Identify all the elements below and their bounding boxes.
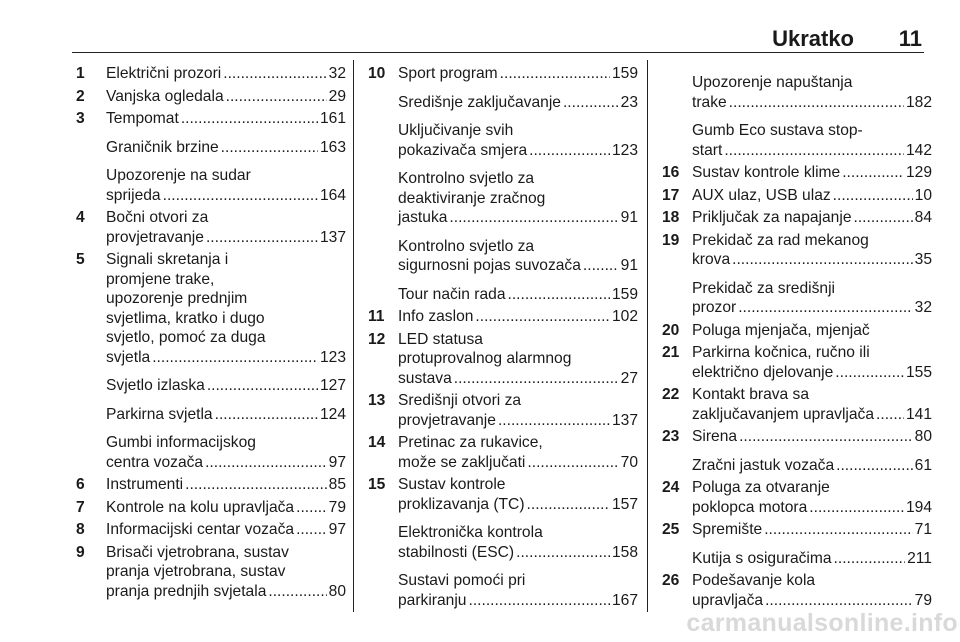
page-reference: 161 <box>319 110 346 127</box>
dot-leader <box>835 363 904 383</box>
page-reference: 84 <box>914 209 932 226</box>
dot-leader <box>296 498 327 518</box>
index-entry <box>662 385 932 424</box>
entry-label: provjetravanje <box>106 228 204 246</box>
column-divider <box>647 60 648 612</box>
entry-label: Poluga mjenjača, mjenjač <box>692 321 870 339</box>
dot-leader <box>724 141 904 161</box>
entry-label: pokazivača smjera <box>398 141 528 159</box>
dot-leader <box>516 543 610 563</box>
entry-text-line: Gumb Eco sustava stop- <box>692 122 863 139</box>
page-reference: 123 <box>611 141 638 159</box>
entry-text-line: Sustav kontrole <box>398 476 506 493</box>
entry-text-line: LED statusa <box>398 330 483 348</box>
entry-label: prozor <box>692 299 737 316</box>
entry-text-line: Podešavanje kola <box>692 572 816 589</box>
page-reference: 23 <box>620 93 638 111</box>
page-reference: 80 <box>328 582 346 600</box>
page-reference: 124 <box>319 405 346 423</box>
entry-text-line: Signali skretanja i <box>106 251 229 268</box>
dot-leader <box>809 498 904 518</box>
entry-text-line: Upozorenje na sudar <box>106 167 251 184</box>
page-reference: 32 <box>914 299 932 316</box>
dot-leader <box>468 591 609 611</box>
page-reference: 91 <box>620 257 638 274</box>
index-entry <box>662 571 932 610</box>
entry-label: parkiranju <box>398 591 467 609</box>
page-reference: 137 <box>611 411 638 429</box>
watermark: carmanualsonline.info <box>686 609 958 637</box>
item-number: 25 <box>662 521 680 538</box>
index-entry <box>368 391 638 430</box>
dot-leader <box>152 348 318 368</box>
entry-label: provjetravanje <box>398 411 496 429</box>
index-entry <box>368 93 638 113</box>
entry-label: Parkirna svjetla <box>106 405 213 423</box>
page-reference: 164 <box>319 186 346 204</box>
item-number: 24 <box>662 479 680 496</box>
page-reference: 141 <box>905 405 932 423</box>
page-reference: 137 <box>319 228 346 246</box>
entry-text-line: Gumbi informacijskog <box>106 434 256 451</box>
index-entry <box>76 87 346 107</box>
entry-text-line: Kontrolno svjetlo za <box>398 237 535 255</box>
index-entry <box>368 121 638 160</box>
entry-text-line: Prekidač za rad mekanog <box>692 231 869 249</box>
entry-label: Svjetlo izlaska <box>106 377 205 394</box>
item-number: 16 <box>662 164 680 181</box>
entry-label: sigurnosni pojas suvozača <box>398 257 581 274</box>
entry-label: poklopca motora <box>692 498 808 516</box>
page-reference: 182 <box>905 93 932 111</box>
entry-label: Instrumenti <box>106 476 184 493</box>
entry-label: Graničnik brzine <box>106 138 219 156</box>
dot-leader <box>205 453 327 473</box>
index-entry <box>662 121 932 160</box>
page-reference: 61 <box>914 456 932 474</box>
item-number: 8 <box>76 521 85 538</box>
entry-label: pranja prednjih svjetala <box>106 582 267 600</box>
entry-label: Sirena <box>692 428 738 445</box>
entry-label: Priključak za napajanje <box>692 209 852 226</box>
item-number: 21 <box>662 344 680 361</box>
item-number: 17 <box>662 186 680 204</box>
item-number: 4 <box>76 209 85 226</box>
entry-label: Električni prozori <box>106 65 222 82</box>
dot-leader <box>163 186 318 206</box>
entry-label: Tempomat <box>106 110 179 127</box>
dot-leader <box>215 405 318 425</box>
dot-leader <box>226 87 327 107</box>
index-entry <box>368 237 638 276</box>
page-reference: 194 <box>905 498 932 516</box>
item-number: 1 <box>76 65 85 82</box>
index-entry <box>662 478 932 517</box>
dot-leader <box>854 208 913 228</box>
page-reference: 167 <box>611 591 638 609</box>
item-number: 6 <box>76 476 85 493</box>
page-title: Ukratko <box>772 26 854 51</box>
entry-label: Sustav kontrole klime <box>692 164 841 181</box>
entry-text-line: Upozorenje napuštanja <box>692 74 853 91</box>
item-number: 12 <box>368 330 386 348</box>
index-entry <box>368 64 638 84</box>
index-entry <box>76 376 346 396</box>
index-entry <box>662 520 932 540</box>
index-entry <box>76 520 346 540</box>
index-entry <box>368 169 638 228</box>
index-entry <box>76 475 346 495</box>
dot-leader <box>268 582 326 602</box>
page-reference: 102 <box>611 308 638 325</box>
index-entry <box>662 427 932 447</box>
entry-text-line: Parkirna kočnica, ručno ili <box>692 344 870 361</box>
dot-leader <box>508 285 610 305</box>
index-entry <box>368 433 638 472</box>
page-reference: 123 <box>319 348 346 366</box>
page-reference: 159 <box>611 285 638 303</box>
column-divider <box>353 60 354 612</box>
entry-label: može se zaključati <box>398 453 526 471</box>
entry-text-line: Kontakt brava sa <box>692 386 810 403</box>
page-reference: 79 <box>328 498 346 516</box>
index-entry <box>662 208 932 228</box>
index-entry <box>76 64 346 84</box>
entry-label: Spremište <box>692 521 763 538</box>
entry-label: proklizavanja (TC) <box>398 495 525 513</box>
page-reference: 159 <box>611 65 638 82</box>
dot-leader <box>739 427 913 447</box>
index-entry <box>662 163 932 183</box>
index-entry <box>662 231 932 270</box>
index-entry <box>76 250 346 367</box>
entry-label: Središnje zaključavanje <box>398 93 561 111</box>
entry-text-line: Poluga za otvaranje <box>692 479 830 496</box>
entry-label: sprijeda <box>106 186 161 204</box>
index-entry <box>662 279 932 318</box>
page-reference: 32 <box>328 65 346 82</box>
index-entry <box>662 186 932 206</box>
item-number: 2 <box>76 87 85 105</box>
entry-label: stabilnosti (ESC) <box>398 543 515 561</box>
entry-label: start <box>692 141 723 159</box>
dot-leader <box>529 141 610 161</box>
index-entry <box>662 321 932 341</box>
entry-label: Informacijski centar vozača <box>106 521 295 538</box>
page-reference: 142 <box>905 141 932 159</box>
entry-text-line: Pretinac za rukavice, <box>398 434 543 451</box>
entry-label: zaključavanjem upravljača <box>692 405 875 423</box>
page-number: 11 <box>898 26 922 51</box>
entry-text-line: promjene trake, <box>106 270 215 288</box>
dot-leader <box>223 64 326 84</box>
entry-label: Vanjska ogledala <box>106 87 224 105</box>
dot-leader <box>221 138 318 158</box>
dot-leader <box>563 93 619 113</box>
item-number: 11 <box>368 308 385 325</box>
index-entry <box>368 475 638 514</box>
index-column-3 <box>662 64 932 613</box>
dot-leader <box>296 520 327 540</box>
entry-label: Kontrole na kolu upravljača <box>106 498 295 516</box>
dot-leader <box>454 369 619 389</box>
entry-text-line: Središnji otvori za <box>398 392 522 409</box>
page-reference: 70 <box>620 453 638 471</box>
index-column-2 <box>368 64 638 613</box>
entry-label: Info zaslon <box>398 308 474 325</box>
index-entry <box>662 456 932 476</box>
entry-label: centra vozača <box>106 453 204 471</box>
page-header <box>72 26 924 53</box>
dot-leader <box>449 208 618 228</box>
item-number: 9 <box>76 543 85 561</box>
item-number: 23 <box>662 428 680 445</box>
dot-leader <box>764 520 912 540</box>
dot-leader <box>765 591 913 611</box>
index-entry <box>368 285 638 305</box>
index-entry <box>368 571 638 610</box>
dot-leader <box>185 475 327 495</box>
entry-label: krova <box>692 251 731 268</box>
index-entry <box>76 166 346 205</box>
item-number: 26 <box>662 572 680 589</box>
entry-label: AUX ulaz, USB ulaz <box>692 186 831 204</box>
entry-text-line: Kontrolno svjetlo za <box>398 170 535 187</box>
dot-leader <box>498 411 610 431</box>
entry-text-line: Elektronička kontrola <box>398 524 543 541</box>
entry-label: svjetla <box>106 348 151 366</box>
index-entry <box>76 138 346 158</box>
index-entry <box>76 109 346 129</box>
page-reference: 35 <box>914 251 932 268</box>
index-column-1 <box>76 64 346 604</box>
dot-leader <box>738 298 912 318</box>
page-reference: 163 <box>319 138 346 156</box>
item-number: 3 <box>76 110 85 127</box>
entry-text-line: deaktiviranje zračnog <box>398 189 546 207</box>
page-reference: 10 <box>914 186 932 204</box>
entry-label: Sport program <box>398 65 498 82</box>
page-reference: 80 <box>914 428 932 445</box>
entry-label: električno djelovanje <box>692 363 834 381</box>
entry-label: sustava <box>398 369 452 387</box>
item-number: 22 <box>662 386 680 403</box>
dot-leader <box>583 256 619 276</box>
entry-text-line: svjetlo, pomoć za duga <box>106 329 266 346</box>
page-reference: 27 <box>620 369 638 387</box>
dot-leader <box>206 228 318 248</box>
item-number: 13 <box>368 392 386 409</box>
dot-leader <box>836 456 913 476</box>
entry-label: Kutija s osiguračima <box>692 549 832 567</box>
item-number: 19 <box>662 231 680 249</box>
index-entry <box>76 433 346 472</box>
entry-text-line: protuprovalnog alarmnog <box>398 350 572 367</box>
page-reference: 97 <box>328 521 346 538</box>
entry-label: Tour način rada <box>398 285 506 303</box>
entry-label: trake <box>692 93 727 111</box>
dot-leader <box>527 495 610 515</box>
dot-leader <box>729 93 904 113</box>
item-number: 5 <box>76 251 85 268</box>
item-number: 10 <box>368 65 386 82</box>
page-reference: 29 <box>328 87 346 105</box>
item-number: 18 <box>662 209 680 226</box>
index-entry <box>662 549 932 569</box>
dot-leader <box>732 250 913 270</box>
page-reference: 85 <box>328 476 346 493</box>
entry-label: upravljača <box>692 591 764 609</box>
dot-leader <box>834 549 906 569</box>
entry-text-line: Prekidač za središnji <box>692 279 836 297</box>
dot-leader <box>500 64 610 84</box>
entry-text-line: Bočni otvori za <box>106 209 209 226</box>
entry-text-line: svjetlima, kratko i dugo <box>106 309 265 327</box>
entry-text-line: pranja vjetrobrana, sustav <box>106 563 286 580</box>
item-number: 20 <box>662 321 680 339</box>
index-entry <box>76 208 346 247</box>
page-reference: 158 <box>611 543 638 561</box>
index-entry <box>368 307 638 327</box>
page-reference: 157 <box>611 495 638 513</box>
page-reference: 211 <box>907 549 932 567</box>
page-reference: 155 <box>905 363 932 381</box>
index-entry <box>76 543 346 602</box>
index-entry <box>662 73 932 112</box>
entry-label: jastuka <box>398 209 448 226</box>
index-entry <box>368 523 638 562</box>
dot-leader <box>527 453 618 473</box>
dot-leader <box>207 376 318 396</box>
dot-leader <box>876 405 904 425</box>
item-number: 7 <box>76 498 85 516</box>
entry-text-line: upozorenje prednjim <box>106 290 248 307</box>
dot-leader <box>842 163 904 183</box>
entry-label: Zračni jastuk vozača <box>692 456 835 474</box>
page-reference: 129 <box>905 164 932 181</box>
page-reference: 79 <box>914 591 932 609</box>
index-entry <box>368 330 638 389</box>
page-reference: 91 <box>620 209 638 226</box>
index-entry <box>76 405 346 425</box>
index-entry <box>662 343 932 382</box>
page-reference: 127 <box>319 377 346 394</box>
dot-leader <box>833 186 913 206</box>
item-number: 15 <box>368 476 386 493</box>
entry-text-line: Brisači vjetrobrana, sustav <box>106 543 289 561</box>
entry-text-line: Uključivanje svih <box>398 122 514 139</box>
page-reference: 71 <box>914 521 932 538</box>
item-number: 14 <box>368 434 386 451</box>
index-entry <box>76 498 346 518</box>
entry-text-line: Sustavi pomoći pri <box>398 572 526 589</box>
dot-leader <box>181 109 318 129</box>
page-reference: 97 <box>328 453 346 471</box>
dot-leader <box>475 307 610 327</box>
